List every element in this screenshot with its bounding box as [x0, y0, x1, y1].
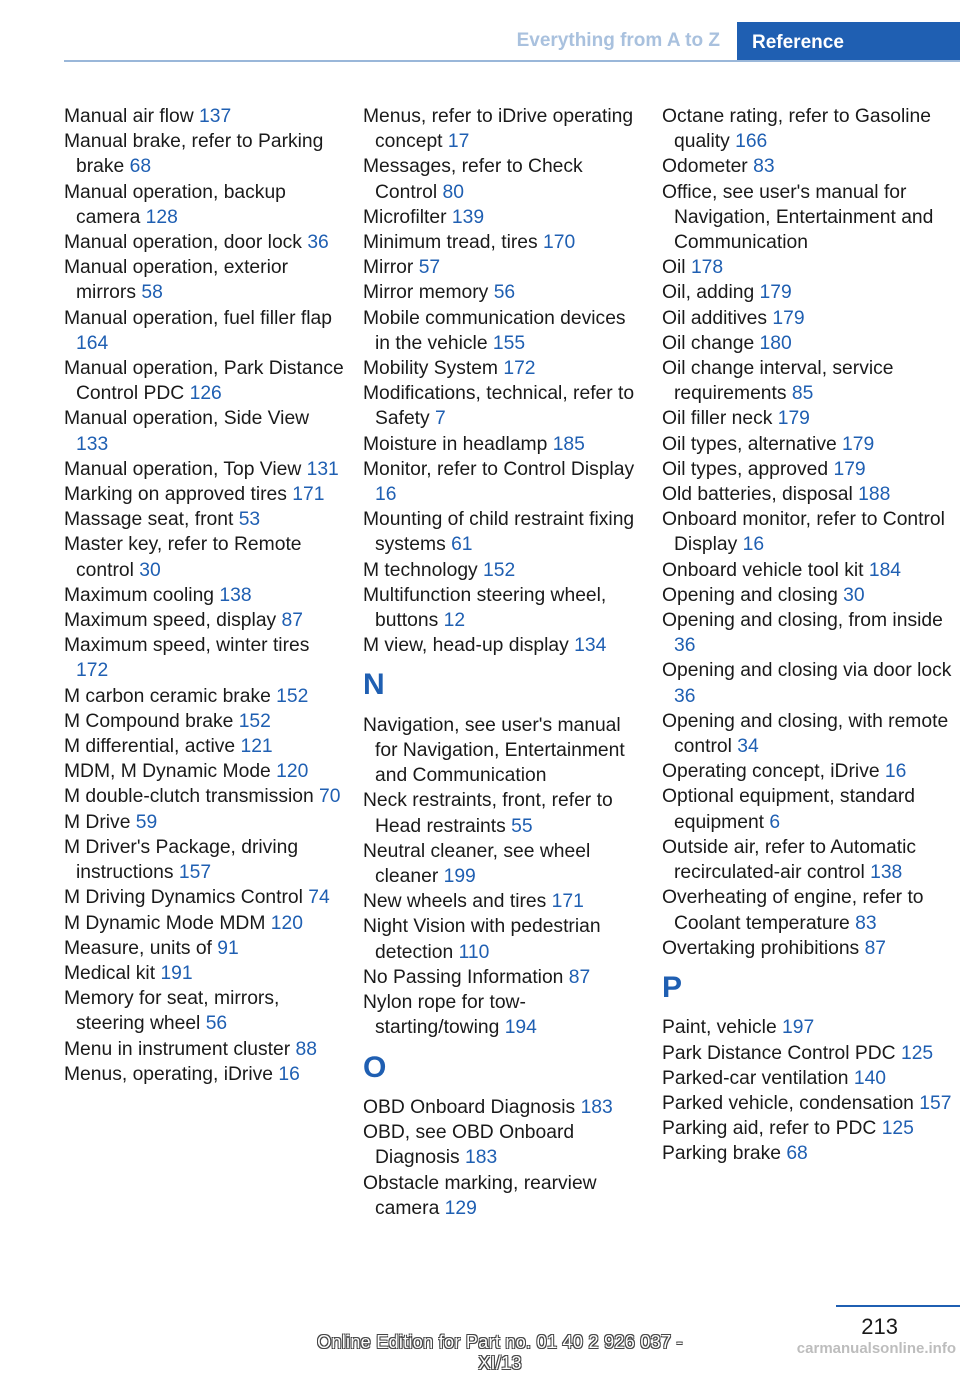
index-entry: [64, 255, 344, 305]
index-entry-text: Modifications, technical, refer to Safety: [363, 383, 635, 430]
index-entry-text: Marking on approved tires: [64, 484, 287, 506]
index-entry-text: Parking aid, refer to PDC: [662, 1118, 877, 1140]
page-reference-link[interactable]: 171: [292, 484, 325, 506]
index-entry: [662, 1141, 952, 1166]
page-reference-link[interactable]: 157: [178, 862, 212, 884]
index-entry-text: Neutral cleaner, see wheel cleaner: [363, 840, 591, 888]
page-reference-link[interactable]: 126: [189, 383, 222, 405]
index-entry-text: Menus, operating, iDrive: [64, 1063, 273, 1085]
page-reference-link[interactable]: 56: [493, 282, 516, 304]
page-reference-link[interactable]: 194: [504, 1017, 537, 1039]
index-entry: [662, 784, 952, 834]
index-entry: [662, 104, 952, 154]
index-entry-text: Manual operation, Side View: [64, 408, 310, 430]
index-entry: [64, 306, 344, 356]
index-entry-text: Optional equipment, standard equipment: [662, 786, 915, 833]
index-entry: [662, 759, 952, 784]
edition-footer: Online Edition for Part no. 01 40 2 926 037 - XI/13: [317, 1332, 683, 1373]
index-entry: [662, 457, 952, 482]
index-entry-text: M Drive: [64, 811, 131, 833]
index-entry-text: M carbon ceramic brake: [64, 685, 271, 707]
page-reference-link[interactable]: 58: [141, 282, 163, 304]
page-reference-link[interactable]: 121: [240, 736, 273, 758]
page-reference-link[interactable]: 152: [276, 685, 309, 707]
index-entry-text: Oil types, alternative: [662, 433, 837, 455]
page-reference-link[interactable]: 157: [919, 1092, 952, 1114]
page-reference-link[interactable]: 80: [442, 181, 464, 203]
index-entry: [363, 990, 635, 1040]
index-letter-heading: P: [662, 970, 683, 1004]
index-entry-text: M Compound brake: [64, 710, 234, 732]
index-entry-text: New wheels and tires: [363, 891, 547, 913]
index-entry-text: Night Vision with pedestrian detection: [363, 916, 601, 963]
index-entry-text: Operating concept, iDrive: [662, 761, 880, 783]
index-entry: [64, 684, 344, 709]
index-entry: [363, 633, 635, 658]
index-entry-text: Manual air flow: [64, 106, 194, 127]
index-entry: [662, 936, 952, 961]
index-entry-text: Park Distance Control PDC: [662, 1042, 896, 1064]
index-entry: [64, 709, 344, 734]
page-reference-link[interactable]: 61: [451, 534, 473, 556]
index-entry-text: Oil filler neck: [662, 408, 773, 430]
page-reference-link[interactable]: 179: [759, 282, 792, 304]
page-reference-link[interactable]: 152: [483, 559, 516, 581]
index-entry-text: Menus, refer to iDrive operating concept: [363, 106, 634, 153]
index-entry-text: M Dynamic Mode MDM: [64, 912, 266, 934]
page-reference-link[interactable]: 91: [217, 937, 239, 959]
index-entry: [662, 658, 952, 708]
index-entry-text: Navigation, see user's manual for Navigation, Entertainment and Communication: [363, 714, 625, 787]
page-reference-link[interactable]: 125: [881, 1118, 914, 1140]
index-entry-text: Master key, refer to Remote control: [64, 534, 302, 581]
index-entry: [64, 583, 344, 608]
index-entry-text: MDM, M Dynamic Mode: [64, 761, 271, 783]
index-entry: [363, 965, 635, 990]
page-reference-link[interactable]: 179: [833, 458, 866, 480]
page-reference-link[interactable]: 59: [135, 811, 158, 833]
index-entry: [662, 709, 952, 759]
index-entry: [64, 356, 344, 406]
index-entry: [64, 230, 344, 255]
index-entry: [662, 331, 952, 356]
page-reference-link[interactable]: 129: [444, 1197, 477, 1219]
index-entry-text: Microfilter: [363, 206, 447, 228]
index-entry-text: Mobility System: [363, 358, 498, 380]
index-entry: [662, 558, 952, 583]
page-reference-link[interactable]: 36: [674, 685, 696, 707]
page-reference-link[interactable]: 30: [843, 584, 865, 606]
index-letter-heading: O: [363, 1050, 387, 1084]
index-entry: [64, 406, 344, 456]
index-entry: [363, 1120, 635, 1170]
page-reference-link[interactable]: 171: [551, 891, 584, 913]
index-entry: [64, 1037, 344, 1062]
index-entry: [64, 633, 344, 683]
page-reference-link[interactable]: 88: [295, 1038, 317, 1060]
page-reference-link[interactable]: 36: [674, 635, 696, 657]
index-entry-text: Outside air, refer to Automatic recirculated-air control: [662, 836, 916, 884]
index-entry-text: Oil: [662, 257, 686, 279]
index-entry-text: Opening and closing, with remote control: [662, 710, 949, 758]
page-reference-link[interactable]: 179: [842, 433, 875, 455]
index-entry: [64, 608, 344, 633]
page-reference-link[interactable]: 6: [769, 811, 781, 833]
index-entry-text: M Driver's Package, driving instructions: [64, 836, 299, 884]
index-entry: [662, 356, 952, 406]
index-entry-text: OBD, see OBD Onboard Diagnosis: [363, 1122, 575, 1169]
page-reference-link[interactable]: 87: [281, 610, 303, 632]
index-entry: [662, 482, 952, 507]
page-reference-link[interactable]: 68: [786, 1143, 808, 1165]
index-entry: [64, 532, 344, 582]
index-entry: [662, 280, 952, 305]
index-entry: [64, 885, 344, 910]
index-entry-text: Opening and closing via door lock: [662, 660, 952, 682]
index-entry: [64, 835, 344, 885]
page-reference-link[interactable]: 7: [435, 408, 446, 430]
page-reference-link[interactable]: 17: [447, 131, 470, 153]
page-reference-link[interactable]: 164: [76, 332, 109, 354]
page-reference-link[interactable]: 155: [492, 332, 526, 354]
index-entry: [363, 788, 635, 838]
index-entry: [363, 583, 635, 633]
index-entry-text: Oil, adding: [662, 282, 755, 304]
index-entry: [662, 885, 952, 935]
index-entry: [64, 784, 344, 809]
page-reference-link[interactable]: 180: [759, 332, 792, 354]
index-entry: [64, 759, 344, 784]
index-entry: [64, 810, 344, 835]
index-entry: [363, 713, 635, 789]
index-entry: [662, 180, 952, 256]
index-entry-text: Manual operation, backup camera: [64, 181, 286, 228]
index-column-2: [363, 104, 635, 1221]
index-entry-text: Paint, vehicle: [662, 1017, 777, 1039]
index-entry-text: Overheating of engine, refer to Coolant temperature: [662, 887, 924, 934]
index-entry-text: Menu in instrument cluster: [64, 1038, 291, 1060]
header-section-tab: Reference: [737, 22, 960, 62]
index-entry-text: Moisture in headlamp: [363, 433, 548, 455]
index-entry: [363, 914, 635, 964]
index-entry: [662, 406, 952, 431]
page-reference-link[interactable]: 133: [76, 433, 109, 455]
index-letter-heading: N: [363, 668, 385, 702]
index-entry: [662, 1041, 952, 1066]
watermark: carmanualsonline.info: [796, 1340, 956, 1357]
index-entry-text: Maximum cooling: [64, 584, 215, 606]
index-entry-text: Monitor, refer to Control Display: [363, 458, 635, 480]
index-entry: [363, 507, 635, 557]
index-entry: [363, 839, 635, 889]
index-entry: [662, 432, 952, 457]
index-entry-text: Manual brake, refer to Parking brake: [64, 131, 324, 178]
index-entry: [64, 180, 344, 230]
page-reference-link[interactable]: 16: [375, 484, 397, 506]
index-entry: [363, 1171, 635, 1221]
index-entry-text: M technology: [363, 559, 478, 581]
index-entry-text: OBD Onboard Diagnosis: [363, 1096, 576, 1118]
page-reference-link[interactable]: 188: [858, 484, 891, 506]
page-reference-link[interactable]: 53: [238, 509, 261, 531]
page-reference-link[interactable]: 74: [308, 887, 330, 909]
index-entry: [662, 1091, 952, 1116]
index-column-1: [64, 104, 344, 1087]
index-entry: [363, 255, 635, 280]
index-entry-text: Mirror memory: [363, 282, 489, 304]
index-entry-text: Medical kit: [64, 962, 156, 984]
index-entry: [64, 507, 344, 532]
page-reference-link[interactable]: 166: [735, 131, 768, 153]
index-entry: [64, 129, 344, 179]
index-entry-text: Octane rating, refer to Gasoline quality: [662, 106, 932, 153]
page-reference-link[interactable]: 87: [568, 966, 591, 988]
page-reference-link[interactable]: 34: [737, 736, 759, 758]
page-reference-link[interactable]: 199: [443, 866, 476, 888]
index-entry: [363, 381, 635, 431]
page-reference-link[interactable]: 197: [782, 1017, 815, 1039]
index-entry: [662, 1116, 952, 1141]
index-entry: [662, 1066, 952, 1091]
index-entry-text: Minimum tread, tires: [363, 232, 538, 254]
index-entry-text: Parking brake: [662, 1143, 781, 1165]
index-entry: [662, 255, 952, 280]
page-reference-link[interactable]: 183: [580, 1096, 613, 1118]
page-reference-link[interactable]: 16: [278, 1063, 300, 1085]
index-entry: [64, 482, 344, 507]
page-reference-link[interactable]: 120: [276, 761, 309, 783]
index-entry: [363, 205, 635, 230]
index-entry: [662, 507, 952, 557]
index-entry-text: Oil change interval, service requirements: [662, 358, 894, 405]
page-reference-link[interactable]: 184: [868, 559, 902, 581]
index-entry-text: Old batteries, disposal: [662, 484, 853, 506]
page-reference-link[interactable]: 85: [791, 383, 814, 405]
page-reference-link[interactable]: 134: [574, 635, 607, 657]
index-entry-text: Onboard vehicle tool kit: [662, 559, 864, 581]
index-entry-text: Mobile communication devices in the vehicle: [363, 307, 626, 354]
page-reference-link[interactable]: 110: [458, 941, 490, 963]
index-entry: [363, 558, 635, 583]
index-entry-text: Onboard monitor, refer to Control Display: [662, 509, 945, 556]
index-entry: [363, 280, 635, 305]
index-entry-text: Memory for seat, mirrors, steering wheel: [64, 988, 280, 1035]
page-reference-link[interactable]: 179: [777, 408, 810, 430]
page-reference-link[interactable]: 172: [76, 660, 109, 682]
page-reference-link[interactable]: 57: [418, 257, 441, 279]
page-reference-link[interactable]: 138: [870, 862, 903, 884]
index-entry-text: Oil types, approved: [662, 458, 829, 480]
page-reference-link[interactable]: 12: [443, 610, 466, 632]
page-reference-link[interactable]: 131: [306, 458, 339, 480]
page-reference-link[interactable]: 16: [742, 534, 765, 556]
header-section-title: Everything from A to Z: [516, 30, 720, 51]
page-reference-link[interactable]: 139: [451, 206, 485, 228]
index-entry-text: Massage seat, front: [64, 509, 234, 531]
index-entry-text: Manual operation, Top View: [64, 458, 302, 480]
page-reference-link[interactable]: 128: [145, 206, 178, 228]
index-entry-text: Overtaking prohibitions: [662, 937, 860, 959]
index-entry-text: Manual operation, fuel filler flap: [64, 307, 332, 329]
index-entry: [64, 1062, 344, 1087]
page-reference-link[interactable]: 125: [900, 1042, 934, 1064]
index-entry: [662, 608, 952, 658]
index-entry-text: M view, head-up display: [363, 635, 569, 657]
index-entry: [662, 306, 952, 331]
index-entry-text: Multifunction steering wheel, buttons: [363, 584, 607, 632]
index-entry: [662, 583, 952, 608]
page-reference-link[interactable]: 185: [552, 433, 585, 455]
index-entry-text: Manual operation, exterior mirrors: [64, 257, 289, 304]
index-entry: [363, 457, 635, 507]
index-entry-text: Office, see user's manual for Navigation, Entertainment and Communication: [662, 181, 934, 254]
index-entry-text: Obstacle marking, rearview camera: [363, 1172, 597, 1219]
index-entry: [64, 936, 344, 961]
index-entry: [64, 911, 344, 936]
index-entry-text: Maximum speed, display: [64, 610, 277, 632]
header-rule: [64, 60, 960, 62]
index-entry: [64, 457, 344, 482]
index-entry-text: Parked-car ventilation: [662, 1067, 849, 1089]
index-column-3: [662, 104, 952, 1167]
page-reference-link[interactable]: 36: [307, 232, 329, 254]
index-entry: [363, 230, 635, 255]
index-entry-text: Mirror: [363, 257, 414, 279]
index-entry-text: Neck restraints, front, refer to Head restraints: [363, 790, 613, 837]
page-reference-link[interactable]: 172: [503, 358, 536, 380]
page-reference-link[interactable]: 70: [319, 786, 341, 808]
page-reference-link[interactable]: 152: [238, 710, 271, 732]
page-number: 213: [861, 1314, 898, 1339]
page-reference-link[interactable]: 191: [160, 962, 193, 984]
index-entry: [662, 835, 952, 885]
index-entry: [363, 1095, 635, 1120]
index-entry-text: M differential, active: [64, 736, 236, 758]
page-reference-link[interactable]: 137: [199, 106, 232, 127]
page-reference-link[interactable]: 56: [205, 1013, 228, 1035]
page-reference-link[interactable]: 179: [772, 307, 805, 329]
page-reference-link[interactable]: 140: [853, 1067, 887, 1089]
page-reference-link[interactable]: 138: [219, 584, 252, 606]
page-reference-link[interactable]: 83: [753, 156, 775, 178]
index-entry-text: M Driving Dynamics Control: [64, 887, 303, 909]
index-entry: [363, 154, 635, 204]
index-entry-text: Manual operation, door lock: [64, 232, 302, 254]
index-entry: [64, 104, 344, 129]
index-entry: [363, 306, 635, 356]
index-entry-text: Measure, units of: [64, 937, 212, 959]
index-entry: [64, 961, 344, 986]
index-entry-text: Opening and closing, from inside: [662, 610, 943, 632]
page-reference-link[interactable]: 55: [511, 815, 533, 837]
index-entry-text: No Passing Information: [363, 966, 564, 988]
page-reference-link[interactable]: 178: [690, 257, 724, 279]
index-entry-text: Nylon rope for tow-starting/towing: [363, 992, 526, 1039]
index-entry: [363, 889, 635, 914]
page-reference-link[interactable]: 16: [884, 761, 907, 783]
index-entry: [363, 104, 635, 154]
index-entry-text: Oil change: [662, 332, 755, 354]
index-entry: [363, 432, 635, 457]
page-reference-link[interactable]: 83: [855, 912, 877, 934]
index-entry: [662, 1015, 952, 1040]
index-entry-text: M double-clutch transmission: [64, 786, 314, 808]
index-entry: [363, 356, 635, 381]
index-entry: [64, 734, 344, 759]
page-reference-link[interactable]: 30: [139, 559, 161, 581]
index-entry-text: Oil additives: [662, 307, 768, 329]
page-reference-link[interactable]: 87: [864, 937, 887, 959]
index-entry-text: Parked vehicle, condensation: [662, 1092, 914, 1114]
index-entry-text: Mounting of child restraint fixing systems: [363, 509, 635, 556]
index-entry: [64, 986, 344, 1036]
page-reference-link[interactable]: 120: [270, 912, 303, 934]
index-entry-text: Messages, refer to Check Control: [363, 156, 583, 203]
index-entry-text: Manual operation, Park Distance Control PDC: [64, 358, 344, 405]
index-entry: [662, 154, 952, 179]
index-entry-text: Odometer: [662, 156, 748, 178]
index-entry-text: Opening and closing: [662, 584, 838, 606]
page-reference-link[interactable]: 183: [465, 1147, 498, 1169]
page-reference-link[interactable]: 68: [129, 156, 152, 178]
page-reference-link[interactable]: 170: [543, 232, 576, 254]
index-entry-text: Maximum speed, winter tires: [64, 635, 310, 657]
footer-rule: [836, 1305, 960, 1307]
